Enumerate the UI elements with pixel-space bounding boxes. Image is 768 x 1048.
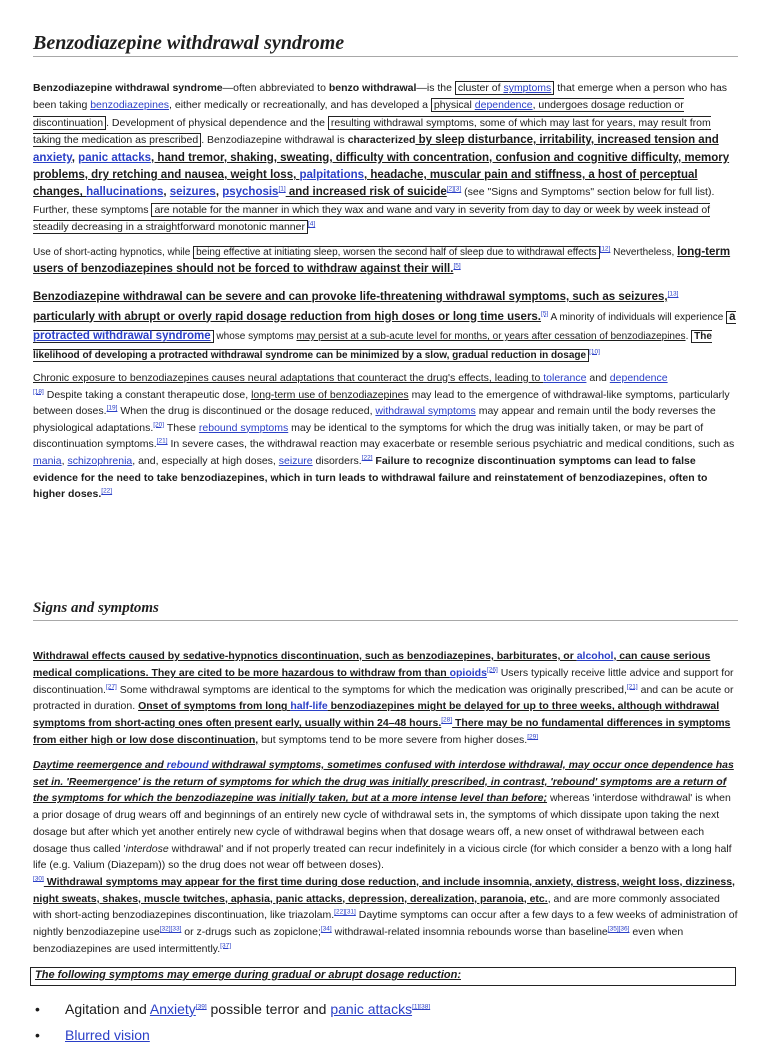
text: When the drug is discontinued or the dosage reduced, bbox=[117, 405, 376, 418]
boxed-resulting: resulting withdrawal symptoms, some of which may last for years, may result from taking the medication as prescribed bbox=[33, 116, 711, 147]
citation-ref[interactable]: [12] bbox=[599, 245, 611, 253]
text: that emerge when a person who has been taking bbox=[33, 82, 728, 112]
severity-paragraph bbox=[33, 288, 738, 365]
text: These bbox=[164, 421, 199, 434]
citation-ref[interactable]: [22] bbox=[361, 454, 373, 462]
seizures-link[interactable]: seizures bbox=[169, 186, 216, 199]
dependence-link[interactable]: dependence bbox=[609, 372, 668, 384]
citation-ref[interactable]: [5] bbox=[453, 262, 461, 270]
citation-ref[interactable]: [10] bbox=[589, 348, 600, 356]
text: Users typically receive little advice and support for discontinuation. bbox=[33, 666, 734, 696]
citation-ref[interactable]: [32][33] bbox=[159, 925, 182, 933]
citation-ref[interactable]: [30] bbox=[33, 875, 44, 883]
text: but symptoms tend to be more severe from higher doses. bbox=[258, 733, 528, 746]
half-life-link[interactable]: half-life bbox=[290, 700, 328, 713]
text: and bbox=[586, 372, 610, 384]
reemergence-paragraph bbox=[33, 757, 738, 957]
bullet-icon: • bbox=[35, 1001, 40, 1017]
text: —is the bbox=[416, 82, 455, 94]
symptom-text: and increased risk of suicide bbox=[285, 186, 447, 199]
citation-ref[interactable]: [20] bbox=[153, 421, 165, 429]
text: In severe cases, the withdrawal reaction may exacerbate or resemble serious psychiatric and medical conditions, such as bbox=[167, 438, 735, 451]
text: disorders. bbox=[312, 454, 362, 467]
text: possible terror and bbox=[206, 1001, 331, 1017]
text: Some withdrawal symptoms are identical to the symptoms for which the medication was originally prescribed, bbox=[116, 683, 627, 696]
blurred-vision-link[interactable]: Blurred vision bbox=[65, 1027, 150, 1043]
text: Daytime symptoms can occur after a few days to a few weeks of administration of nightly benzodiazepine use bbox=[33, 909, 738, 939]
term-bold: Benzodiazepine withdrawal syndrome bbox=[33, 82, 223, 94]
citation-ref[interactable]: [37] bbox=[220, 942, 232, 950]
text: whose symptoms bbox=[213, 331, 297, 342]
text: whereas 'interdose withdrawal' is when a prior dosage of drug wears off and beginnings of an entirely new cycle of withdrawal sets in, the symptoms of which dissipate upon taking the next dosage but after which yet another entirely new cycle of withdrawal begins when that dosage wears off, a new onset of withdrawal between each dosage thus called ' bbox=[33, 792, 731, 855]
citation-ref[interactable]: [29] bbox=[527, 733, 539, 741]
citation-ref[interactable]: [5] bbox=[541, 310, 549, 318]
boxed-effective: being effective at initiating sleep, worsen the second half of sleep due to withdrawal effects bbox=[193, 246, 599, 259]
psychosis-link[interactable]: psychosis bbox=[222, 186, 279, 199]
palpitations-link[interactable]: palpitations bbox=[299, 169, 365, 182]
text: withdrawal' and if not properly treated can recur indefinitely in a vicious circle (for which consider a benzo with a long half life (e.g. Valium (Diazepam)) so the drug does not wear off between doses). bbox=[33, 842, 732, 872]
list-item bbox=[33, 1022, 738, 1048]
text: withdrawal-related insomnia rebounds worse than baseline bbox=[331, 926, 608, 939]
bold-statement: Withdrawal effects caused by sedative-hypnotics discontinuation, such as benzodiazepines, barbiturates, or bbox=[33, 650, 577, 662]
text: or z-drugs such as zopiclone; bbox=[181, 926, 321, 939]
bold-statement: , can cause serious medical complications. They are cited to be more hazardous to withdraw from than bbox=[33, 650, 711, 679]
text: . Benzodiazepine withdrawal is bbox=[201, 134, 348, 147]
symptom-text: , headache, muscular pain and stiffness, a host of perceptual changes, bbox=[33, 169, 698, 199]
text: even when benzodiazepines are used intermittently. bbox=[33, 926, 684, 955]
text: , either medically or recreationally, and has developed a bbox=[169, 99, 431, 112]
abbrev-bold: benzo withdrawal bbox=[328, 82, 417, 94]
citation-ref[interactable]: [39] bbox=[195, 1003, 207, 1011]
underlined-text: long-term use of benzodiazepines bbox=[251, 388, 409, 401]
note-text: The following symptoms may emerge during gradual or abrupt dosage reduction: bbox=[35, 969, 461, 981]
text: (see "Signs and Symptoms" section below for full list). Further, these symptoms bbox=[33, 186, 715, 216]
symptom-text: , hand tremor, shaking, sweating, difficulty with concentration, confusion and cognitive difficulty, memory problems, dry retching and nausea, weight loss, bbox=[33, 151, 730, 182]
citation-ref[interactable]: [27] bbox=[105, 683, 117, 691]
text: , and, especially at high doses, bbox=[132, 454, 279, 467]
panic-attacks-link[interactable]: panic attacks bbox=[330, 1001, 413, 1017]
benzodiazepines-link[interactable]: benzodiazepines bbox=[90, 99, 170, 112]
boxed-cluster bbox=[455, 81, 554, 95]
citation-ref[interactable]: [13] bbox=[667, 290, 679, 298]
text: —often abbreviated to bbox=[222, 82, 329, 94]
intro-paragraph bbox=[33, 80, 738, 237]
citation-ref[interactable]: [1] bbox=[278, 185, 286, 193]
text: . Development of physical dependence and the bbox=[106, 116, 328, 129]
text: , bbox=[71, 151, 79, 164]
rebound-symptoms-link[interactable]: rebound symptoms bbox=[198, 421, 289, 434]
mania-link[interactable]: mania bbox=[33, 454, 62, 467]
underlined-text: may persist at a sub-acute level for months, or years after cessation of benzodiazepines bbox=[296, 331, 686, 342]
tolerance-link[interactable]: tolerance bbox=[543, 372, 587, 384]
text: , bbox=[163, 186, 170, 199]
symptom-text: by sleep disturbance, irritability, increased tension and bbox=[415, 134, 719, 147]
text: Despite taking a constant therapeutic dose, bbox=[43, 388, 252, 401]
citation-ref[interactable]: [21] bbox=[156, 437, 168, 445]
text: , and are more commonly associated with short-acting benzodiazepines discontinuation, like triazolam. bbox=[33, 892, 720, 922]
hypnotics-paragraph bbox=[33, 244, 738, 278]
hallucinations-link[interactable]: hallucinations bbox=[86, 186, 164, 199]
title-divider bbox=[33, 56, 738, 57]
withdrawal-effects-paragraph bbox=[33, 648, 738, 749]
bold-statement: benzodiazepines might be delayed for up to three weeks, although withdrawal symptoms from short-acting ones often present early, usually within 24–48 hours. bbox=[33, 700, 720, 730]
underlined-text: Chronic exposure to benzodiazepines causes neural adaptations that counteract the drug's effects, leading to bbox=[33, 372, 544, 384]
text: may lead to the emergence of withdrawal-like symptoms, particularly between doses. bbox=[33, 388, 730, 418]
citation-ref[interactable]: [18] bbox=[33, 388, 44, 396]
text: , bbox=[215, 186, 223, 199]
text: may appear and remain until the body reverses the physiological adaptations. bbox=[33, 405, 716, 434]
citation-ref[interactable]: [19] bbox=[106, 404, 118, 412]
text: Nevertheless, bbox=[610, 247, 678, 258]
text: Agitation and bbox=[65, 1001, 150, 1017]
citation-ref[interactable]: [22][31] bbox=[334, 908, 356, 916]
withdrawal-symptoms-link[interactable]: withdrawal symptoms bbox=[375, 405, 476, 418]
text: a bbox=[729, 310, 736, 323]
bold-statement: Withdrawal symptoms may appear for the first time during dose reduction, and include insomnia, anxiety, distress, weight loss, dizziness, night sweats, shakes, muscle twitches, aphasia, panic attacks, depression, derealization, paranoia, etc. bbox=[33, 875, 735, 905]
text: may be identical to the symptoms for which the drug was initially taken, or may be part of discontinuation symptoms. bbox=[33, 421, 704, 451]
chronic-exposure-paragraph bbox=[33, 370, 738, 503]
symptoms-link[interactable]: symptoms bbox=[503, 82, 552, 94]
bold-statement: Benzodiazepine withdrawal can be severe and can provoke life-threatening withdrawal symptoms, such as seizures, bbox=[33, 291, 668, 303]
anxiety-link[interactable]: anxiety bbox=[33, 151, 72, 164]
text: cluster of bbox=[457, 82, 504, 94]
text: physical bbox=[433, 99, 475, 112]
citation-ref[interactable]: [1][38] bbox=[412, 1003, 431, 1011]
citation-ref[interactable]: [28] bbox=[441, 716, 453, 724]
boxed-notable: are notable for the manner in which they wax and wane and vary in severity from day to day or week by week instead of steadily decreasing in a straightforward monotonic manner bbox=[33, 203, 711, 234]
bold-italic-statement: withdrawal symptoms, sometimes confused with interdose withdrawal, may occur once dependence has set in. 'Reemergence' is the return of symptoms for which the drug was initially prescribed, in contrast, 'rebound' symptoms are a return of the symptoms for which the benzodiazepine was initially taken, but at a more intense level than before; bbox=[33, 759, 734, 805]
section-divider bbox=[33, 620, 738, 621]
text: Use of short-acting hypnotics, while bbox=[33, 247, 194, 258]
text: , undergoes dosage reduction or discontinuation bbox=[33, 99, 684, 129]
rebound-link[interactable]: rebound bbox=[166, 759, 209, 771]
italic-text: interdose bbox=[125, 842, 169, 855]
anxiety-link[interactable]: Anxiety bbox=[149, 1001, 196, 1017]
citation-ref[interactable]: [34] bbox=[320, 925, 332, 933]
text: and can be acute or protracted in duration. bbox=[33, 683, 734, 713]
panic-attacks-link[interactable]: panic attacks bbox=[78, 151, 152, 164]
bold-statement: Failure to recognize discontinuation symptoms can lead to false evidence for the need to take benzodiazepines, which in turn leads to withdrawal failure and reinstatement of benzodiazepines, often to higher doses. bbox=[33, 454, 708, 501]
protracted-withdrawal-link[interactable]: protracted withdrawal syndrome bbox=[33, 330, 211, 342]
bold-statement: There may be no fundamental differences in symptoms from either high or low dose discontinuation, bbox=[33, 717, 731, 746]
alcohol-link[interactable]: alcohol bbox=[576, 650, 614, 662]
text: , bbox=[61, 454, 68, 467]
text: A minority of individuals will experience bbox=[548, 311, 727, 323]
bold-statement: Onset of symptoms from long bbox=[138, 700, 291, 713]
symptom-list bbox=[33, 996, 738, 1048]
citation-ref[interactable]: [26] bbox=[486, 666, 498, 674]
citation-ref[interactable]: [2][3] bbox=[446, 185, 462, 193]
list-item bbox=[33, 996, 738, 1022]
opioids-link[interactable]: opioids bbox=[449, 666, 487, 679]
bold-italic-statement: Daytime reemergence and bbox=[33, 759, 167, 771]
bold-statement: particularly with abrupt or overly rapid dosage reduction from high doses or long time users. bbox=[33, 310, 542, 323]
seizure-link[interactable]: seizure bbox=[278, 454, 313, 467]
symptoms-note-box bbox=[30, 967, 736, 986]
citation-ref[interactable]: [21] bbox=[626, 683, 638, 691]
citation-ref[interactable]: [22] bbox=[101, 487, 113, 495]
citation-ref[interactable]: [4] bbox=[307, 220, 316, 228]
text: . bbox=[685, 331, 692, 342]
section-heading-signs: Signs and symptoms bbox=[33, 600, 159, 616]
boxed-likelihood: The likelihood of developing a protracted withdrawal syndrome can be minimized by a slow, gradual reduction in dosage bbox=[33, 331, 712, 361]
citation-ref[interactable]: [35][36] bbox=[607, 925, 630, 933]
page-title: Benzodiazepine withdrawal syndrome bbox=[33, 32, 345, 54]
schizophrenia-link[interactable]: schizophrenia bbox=[67, 454, 133, 467]
bullet-icon: • bbox=[35, 1027, 40, 1043]
characterized-bold: characterized bbox=[347, 134, 416, 147]
dependence-link[interactable]: dependence bbox=[474, 99, 533, 112]
bold-statement: long-term users of benzodiazepines should not be forced to withdraw against their will. bbox=[33, 246, 731, 275]
